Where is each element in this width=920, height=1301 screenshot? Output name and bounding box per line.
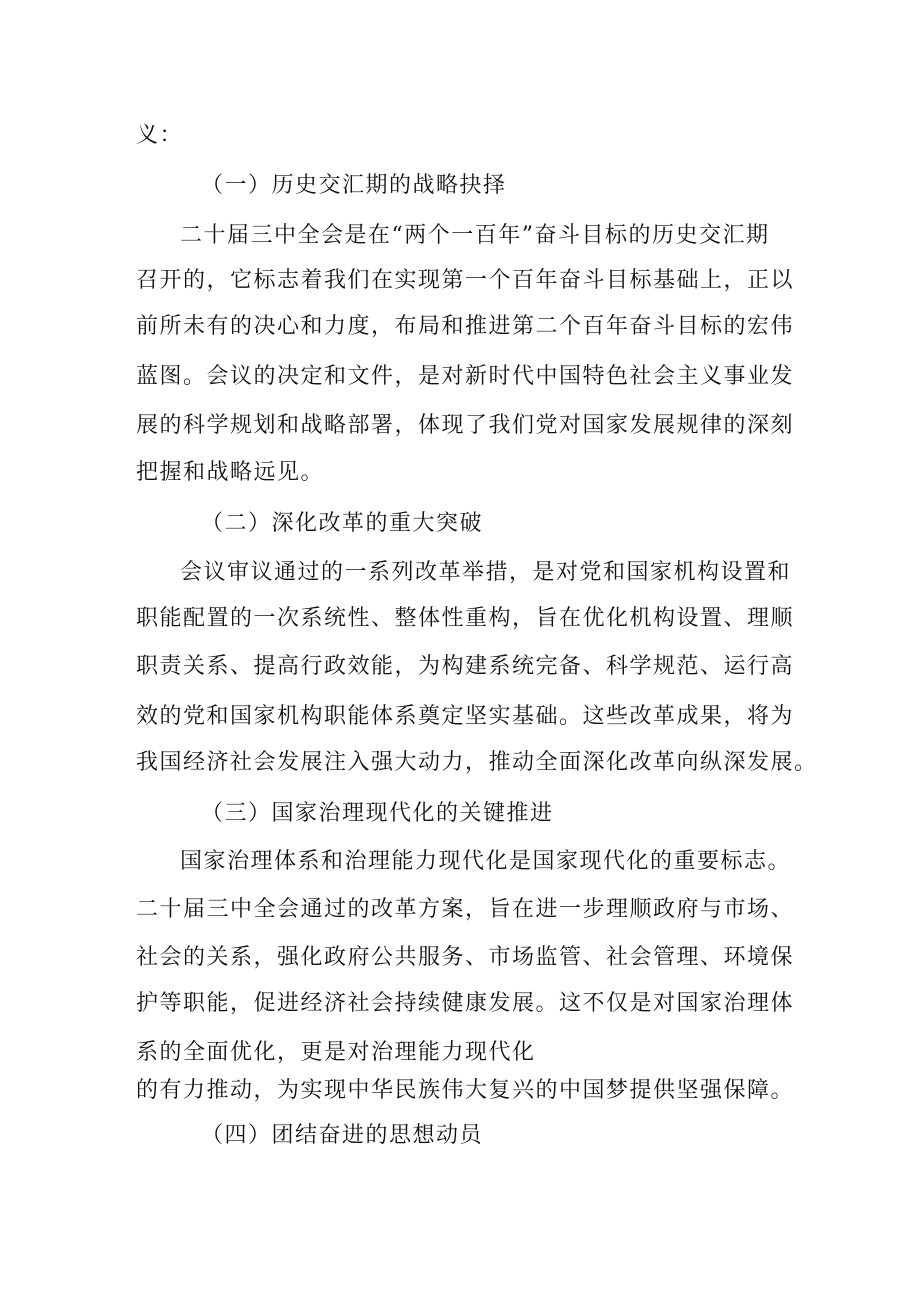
text-line: 召开的，它标志着我们在实现第一个百年奋斗目标基础上，正以 [136, 268, 795, 293]
text-line: 我国经济社会发展注入强大动力，推动全面深化改革向纵深发展。 [136, 750, 818, 775]
text-line: 的有力推动，为实现中华民族伟大复兴的中国梦提供坚强保障。 [136, 1078, 795, 1103]
text-line: 二十届三中全会是在“两个一百年”奋斗目标的历史交汇期 [180, 223, 770, 248]
text-line: 前所未有的决心和力度，布局和推进第二个百年奋斗目标的宏伟 [136, 314, 795, 339]
text-line: 展的科学规划和战略部署，体现了我们党对国家发展规律的深刻 [136, 413, 795, 438]
text-line: 职责关系、提高行政效能，为构建系统完备、科学规范、运行高 [136, 654, 795, 679]
text-line: 社会的关系，强化政府公共服务、市场监管、社会管理、环境保 [136, 945, 795, 970]
text-line: 职能配置的一次系统性、整体性重构，旨在优化机构设置、理顺 [136, 606, 795, 631]
text-line: 护等职能，促进经济社会持续健康发展。这不仅是对国家治理体 [136, 991, 795, 1016]
text-line: 系的全面优化，更是对治理能力现代化 [136, 1040, 536, 1065]
text-line: 把握和战略远见。 [136, 460, 325, 485]
text-line: 效的党和国家机构职能体系奠定坚实基础。这些改革成果，将为 [136, 704, 795, 729]
section-heading-4: （四）团结奋进的思想动员 [201, 1123, 484, 1148]
section-heading-2: （二）深化改革的重大突破 [201, 511, 484, 536]
text-line: 国家治理体系和治理能力现代化是国家现代化的重要标志。 [180, 849, 792, 874]
text-line: 二十届三中全会通过的改革方案，旨在进一步理顺政府与市场、 [136, 897, 795, 922]
section-heading-3: （三）国家治理现代化的关键推进 [201, 801, 554, 826]
text-line: 义： [136, 123, 184, 148]
text-line: 蓝图。会议的决定和文件，是对新时代中国特色社会主义事业发 [136, 364, 795, 389]
text-line: 会议审议通过的一系列改革举措，是对党和国家机构设置和 [180, 560, 792, 585]
section-heading-1: （一）历史交汇期的战略抉择 [201, 173, 507, 198]
